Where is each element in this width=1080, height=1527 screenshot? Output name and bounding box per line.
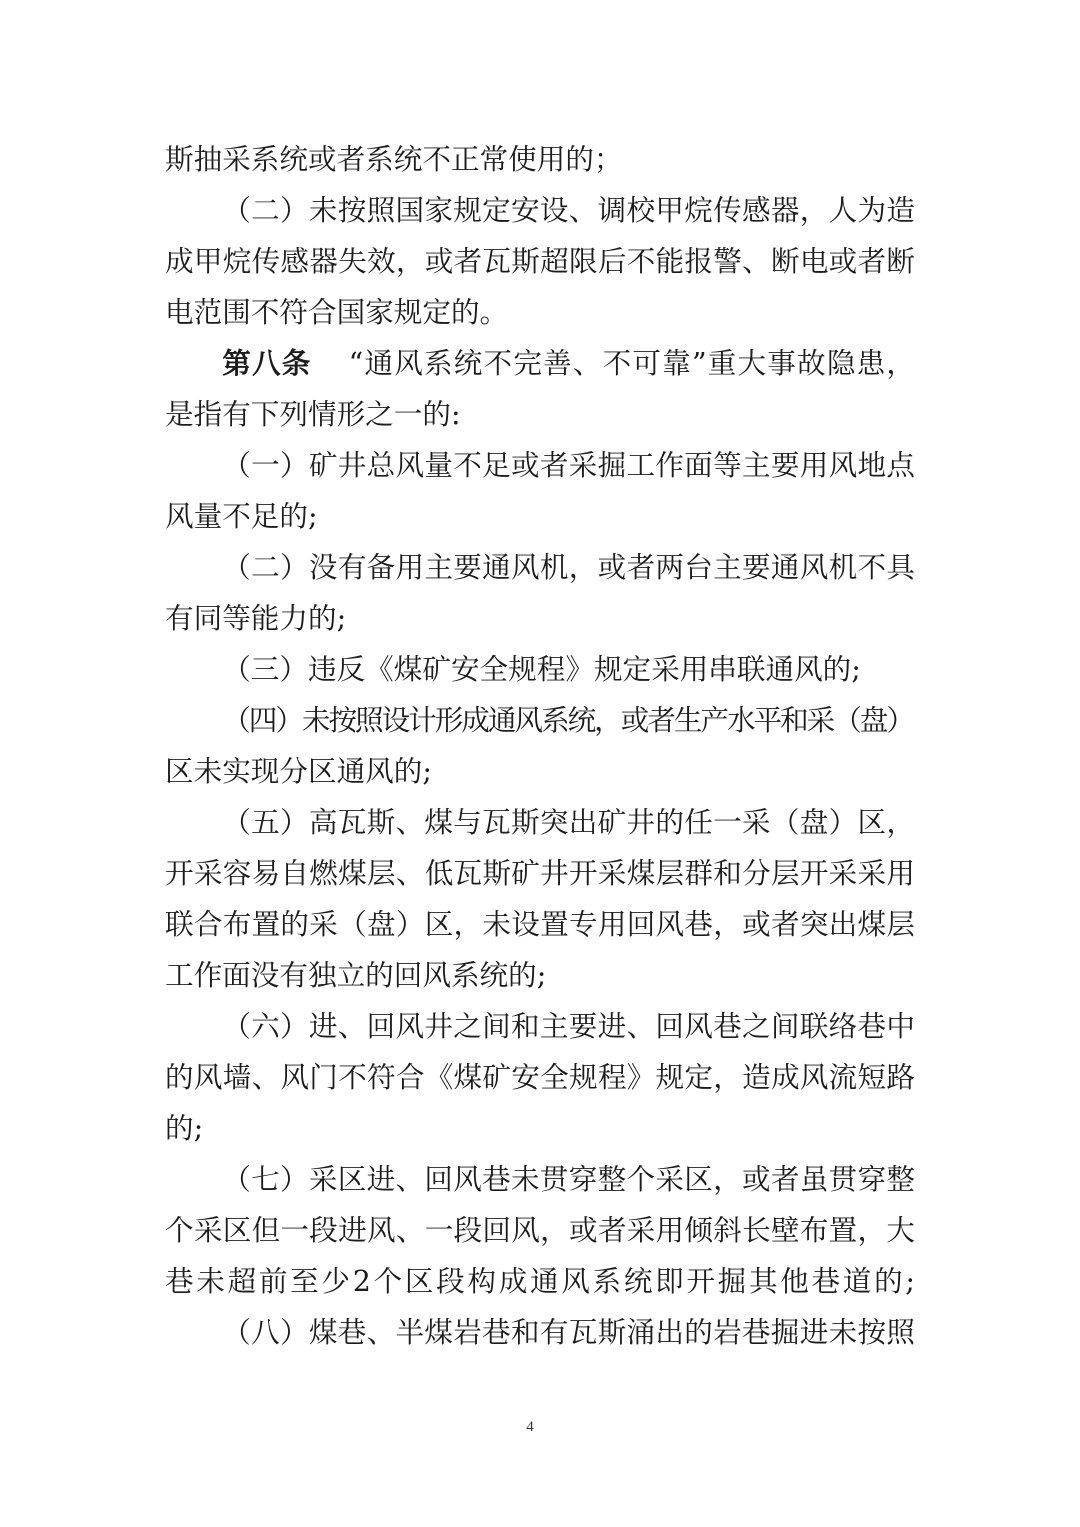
text-line [165, 185, 915, 236]
article-8-paragraph [165, 338, 915, 440]
article-text: “通风系统不完善、不可靠”重大事故隐患， [348, 346, 917, 380]
line-text: 的; [165, 1111, 204, 1145]
line-text: 工作面没有独立的回风系统的; [165, 958, 547, 992]
line-text: 风量不足的; [165, 499, 318, 533]
text-line [165, 491, 915, 542]
text-line [165, 1256, 918, 1307]
text-line [165, 950, 915, 1001]
paragraph-item-7 [165, 1154, 918, 1307]
text-line [165, 134, 915, 185]
text-line [165, 440, 915, 491]
text-line [165, 1001, 915, 1052]
text-line [165, 287, 915, 338]
text-line [165, 542, 915, 593]
paragraph-item-2-sensor [165, 185, 915, 338]
page-number: 4 [526, 1419, 534, 1435]
article-heading: 第八条 [222, 346, 312, 380]
text-line [165, 1205, 915, 1256]
document-body [165, 134, 918, 1358]
line-text: 联合布置的采（盘）区，未设置专用回风巷，或者突出煤层 [165, 907, 916, 941]
paragraph-item-5 [165, 797, 915, 1001]
line-text: （五）高瓦斯、煤与瓦斯突出矿井的任一采（盘）区， [222, 805, 916, 839]
text-line [165, 746, 915, 797]
text-line [165, 1154, 915, 1205]
line-text: 成甲烷传感器失效，或者瓦斯超限后不能报警、断电或者断 [165, 244, 916, 278]
line-text: 电范围不符合国家规定的。 [165, 295, 509, 329]
paragraph-item-4 [165, 695, 915, 797]
paragraph-item-3 [165, 644, 915, 695]
line-text: （七）采区进、回风巷未贯穿整个采区，或者虽贯穿整 [222, 1162, 916, 1196]
line-text: （一）矿井总风量不足或者采掘工作面等主要用风地点 [222, 448, 916, 482]
text-line [165, 848, 915, 899]
line-text: （三）违反《煤矿安全规程》规定采用串联通风的; [222, 652, 861, 686]
paragraph-item-1 [165, 440, 915, 542]
text-line [165, 389, 915, 440]
line-text: 区未实现分区通风的; [165, 754, 432, 788]
text-line [165, 1103, 915, 1154]
line-text: （六）进、回风井之间和主要进、回风巷之间联络巷中 [222, 1009, 916, 1043]
text-line [165, 644, 915, 695]
paragraph-item-6 [165, 1001, 915, 1154]
line-text: 个采区但一段进风、一段回风，或者采用倾斜长壁布置，大 [165, 1213, 916, 1247]
line-text: 斯抽采系统或者系统不正常使用的； [165, 142, 623, 176]
line-text: 的风墙、风门不符合《煤矿安全规程》规定，造成风流短路 [165, 1060, 916, 1094]
text-line [165, 1052, 915, 1103]
paragraph-continued [165, 134, 915, 185]
line-text: （四）未按照设计形成通风系统，或者生产水平和采（盘） [222, 703, 913, 737]
text-line [165, 1307, 915, 1358]
text-line [165, 593, 915, 644]
text-line [165, 338, 915, 389]
line-text: （八）煤巷、半煤岩巷和有瓦斯涌出的岩巷掘进未按照 [222, 1315, 916, 1349]
paragraph-item-8 [165, 1307, 915, 1358]
line-text: （二）没有备用主要通风机，或者两台主要通风机不具 [222, 550, 916, 584]
line-text [222, 346, 916, 380]
line-text: 有同等能力的; [165, 601, 347, 635]
line-text: 是指有下列情形之一的: [165, 397, 461, 431]
text-line [165, 236, 915, 287]
text-line [165, 695, 915, 746]
line-text: （二）未按照国家规定安设、调校甲烷传感器，人为造 [222, 193, 916, 227]
text-line [165, 899, 915, 950]
text-line [165, 797, 915, 848]
line-text: 巷未超前至少2个区段构成通风系统即开掘其他巷道的; [165, 1264, 918, 1298]
line-text: 开采容易自燃煤层、低瓦斯矿井开采煤层群和分层开采采用 [165, 856, 916, 890]
paragraph-item-2 [165, 542, 915, 644]
